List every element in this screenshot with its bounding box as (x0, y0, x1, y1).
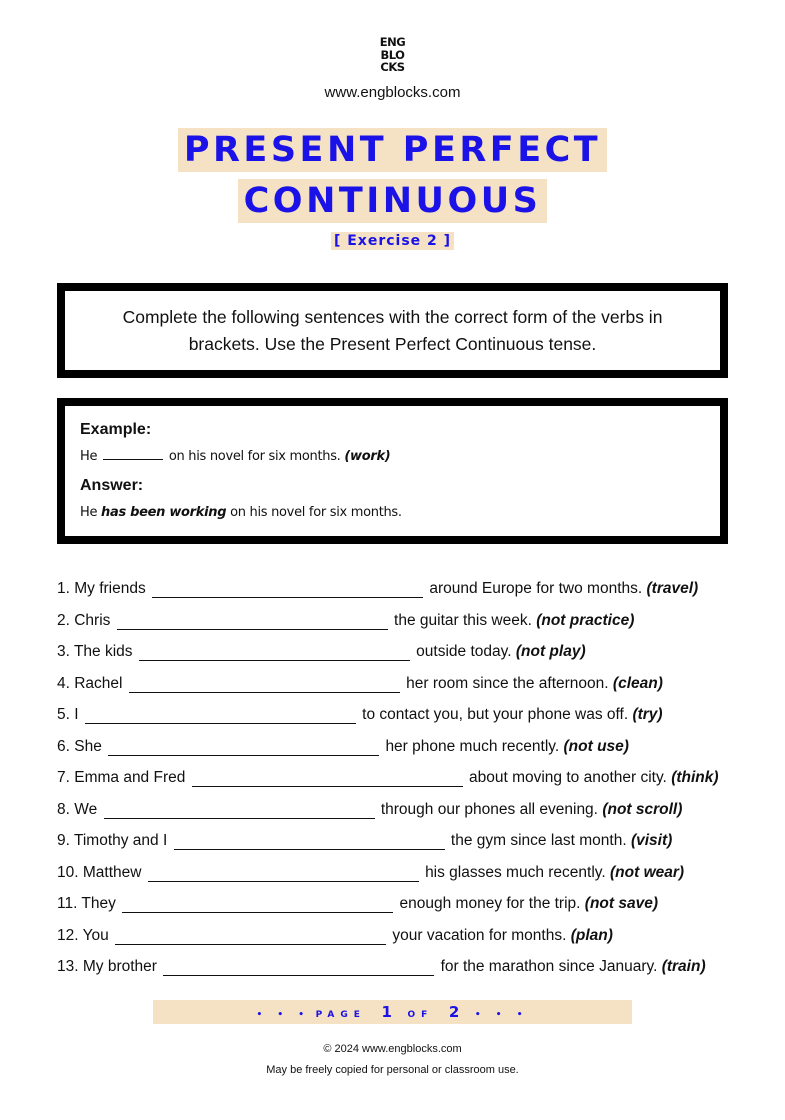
answer-blank[interactable] (115, 927, 386, 945)
answer-label: Answer: (80, 477, 144, 494)
exercise-prompt: 11. They (57, 895, 116, 912)
exercise-verb: (not save) (584, 895, 658, 912)
exercise-continuation: his glasses much recently. (425, 863, 606, 881)
exercise-item (57, 895, 737, 927)
exercise-prompt: 6. She (57, 737, 102, 755)
example-sentence: He on his novel for six months. (work) (80, 449, 391, 464)
exercise-verb: (visit) (630, 832, 673, 849)
footer-license: May be freely copied for personal or classroom use. (266, 1064, 519, 1076)
exercise-prompt: 4. Rachel (57, 674, 123, 692)
exercise-prompt: 13. My brother (57, 958, 157, 975)
exercise-continuation: around Europe for two months. (429, 580, 643, 597)
answer-blank[interactable] (148, 864, 419, 882)
answer-blank[interactable] (139, 643, 410, 661)
exercise-continuation: outside today. (416, 643, 512, 660)
answer-bold: has been working (101, 505, 227, 520)
exercise-prompt: 9. Timothy and I (57, 832, 168, 849)
exercise-prompt: 3. The kids (57, 643, 133, 660)
answer-blank[interactable] (129, 675, 400, 693)
exercise-item (57, 580, 737, 612)
instructions-text: Complete the following sentences with the correct form of the verbs in brackets. Use the Present Perfect Continuous tense. (122, 306, 663, 354)
exercise-verb: (not play) (515, 643, 586, 660)
exercise-prompt: 1. My friends (57, 580, 146, 597)
logo-line-1: ENG (379, 35, 406, 49)
exercise-continuation: to contact you, but your phone was off. (362, 706, 629, 723)
answer-blank[interactable] (104, 801, 375, 819)
current-page: 1 (381, 1003, 392, 1021)
exercise-item (57, 927, 737, 959)
page-indicator: • • • PAGE 1 OF 2 • • • (153, 1000, 632, 1024)
exercise-prompt: 2. Chris (57, 611, 111, 629)
exercise-prompt: 12. You (57, 926, 109, 944)
exercise-continuation: enough money for the trip. (399, 895, 581, 912)
exercise-prompt: 10. Matthew (57, 863, 142, 881)
answer-blank[interactable] (117, 612, 388, 630)
answer-blank[interactable] (122, 895, 393, 913)
exercise-continuation: about moving to another city. (468, 769, 667, 786)
logo-line-3: CKS (380, 60, 405, 74)
exercise-list (57, 580, 737, 990)
example-blank (103, 459, 163, 460)
exercise-verb: (not scroll) (602, 800, 683, 818)
exercise-continuation: for the marathon since January. (440, 958, 658, 975)
exercise-prompt: 7. Emma and Fred (57, 769, 186, 786)
exercise-verb: (travel) (646, 580, 699, 597)
exercise-item (57, 643, 737, 675)
website-url: www.engblocks.com (324, 84, 461, 101)
logo-line-2: BLO (380, 47, 405, 62)
engblocks-logo (0, 36, 785, 76)
exercise-verb: (train) (661, 958, 706, 975)
answer-blank[interactable] (163, 958, 434, 976)
exercise-prompt: 8. We (57, 800, 98, 818)
exercise-verb: (not practice) (536, 611, 635, 629)
exercise-continuation: her phone much recently. (385, 737, 560, 755)
answer-blank[interactable] (152, 580, 423, 598)
exercise-item (57, 769, 737, 801)
answer-blank[interactable] (85, 706, 356, 724)
answer-blank[interactable] (108, 738, 379, 756)
instructions-box (57, 283, 728, 378)
exercise-label: [ Exercise 2 ] (0, 232, 785, 250)
exercise-item (57, 738, 737, 770)
exercise-verb: (clean) (612, 674, 663, 692)
total-pages: 2 (448, 1003, 460, 1021)
exercise-item (57, 864, 737, 896)
example-verb: (work) (344, 449, 391, 464)
exercise-verb: (think) (671, 769, 719, 786)
answer-blank[interactable] (174, 832, 445, 850)
footer-copyright: © 2024 www.engblocks.com (323, 1043, 462, 1055)
exercise-verb: (not wear) (610, 863, 685, 881)
exercise-continuation: her room since the afternoon. (406, 674, 609, 692)
exercise-item (57, 958, 737, 990)
exercise-item (57, 675, 737, 707)
exercise-verb: (plan) (570, 926, 613, 944)
exercise-continuation: through our phones all evening. (380, 800, 598, 818)
page-title-line-2: CONTINUOUS (0, 181, 785, 221)
answer-sentence: He has been working on his novel for six months. (80, 505, 402, 520)
exercise-item (57, 706, 737, 738)
exercise-item (57, 801, 737, 833)
exercise-continuation: the guitar this week. (394, 611, 532, 629)
example-box (57, 398, 728, 544)
answer-blank[interactable] (192, 769, 463, 787)
exercise-prompt: 5. I (57, 706, 79, 723)
example-label: Example: (80, 421, 152, 438)
page-title-line-1: PRESENT PERFECT (0, 130, 785, 170)
exercise-item (57, 832, 737, 864)
exercise-item (57, 612, 737, 644)
exercise-verb: (not use) (563, 737, 629, 755)
exercise-verb: (try) (632, 706, 663, 723)
exercise-continuation: the gym since last month. (450, 832, 627, 849)
exercise-continuation: your vacation for months. (392, 926, 567, 944)
